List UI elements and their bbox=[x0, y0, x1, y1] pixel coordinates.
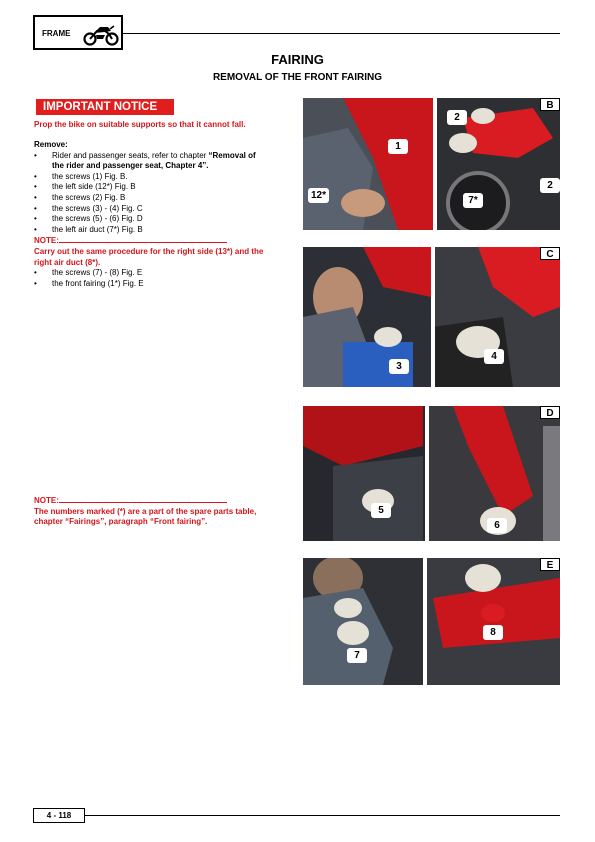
photo-divider bbox=[433, 98, 437, 230]
note-label: NOTE: bbox=[34, 495, 296, 507]
list-item: • the front fairing (1*) Fig. E bbox=[34, 278, 144, 288]
photo-divider bbox=[425, 406, 429, 541]
callout-label: 8 bbox=[483, 625, 503, 640]
figure-letter: B bbox=[540, 98, 560, 111]
figure-letter: D bbox=[540, 406, 560, 419]
note-text: Carry out the same procedure for the right side (13*) and the right air duct (8*). bbox=[34, 246, 264, 267]
figure-d-photo bbox=[303, 406, 560, 541]
list-item: • the screws (1) Fig. B. bbox=[34, 171, 128, 181]
figure-e-photo bbox=[303, 558, 560, 685]
figure-b-photo bbox=[303, 98, 560, 230]
list-item: • the left air duct (7*) Fig. B bbox=[34, 224, 143, 234]
figure-b-image bbox=[303, 98, 560, 230]
section-tab bbox=[33, 15, 123, 50]
figure-letter: C bbox=[540, 247, 560, 260]
page-title: FAIRING bbox=[271, 52, 324, 67]
list-item: • the screws (2) Fig. B bbox=[34, 192, 126, 202]
callout-label: 3 bbox=[389, 359, 409, 374]
note-label: NOTE: bbox=[34, 235, 296, 247]
callout-label: 4 bbox=[484, 349, 504, 364]
callout-label: 6 bbox=[487, 518, 507, 533]
footer-rule bbox=[85, 815, 560, 816]
callout-label: 1 bbox=[388, 139, 408, 154]
callout-label: 5 bbox=[371, 503, 391, 518]
list-item: • the left side (12*) Fig. B bbox=[34, 182, 136, 192]
notice-text: Prop the bike on suitable supports so that it cannot fall. bbox=[34, 120, 246, 129]
figure-c-photo bbox=[303, 247, 560, 387]
note-text: The numbers marked (*) are a part of the spare parts table, chapter “Fairings”, paragraph “Front fairing”. bbox=[34, 506, 257, 527]
page-subtitle: REMOVAL OF THE FRONT FAIRING bbox=[212, 72, 383, 83]
list-item: • the screws (5) - (6) Fig. D bbox=[34, 214, 143, 224]
photo-divider bbox=[423, 558, 427, 685]
callout-label: 2 bbox=[540, 178, 560, 193]
figure-letter: E bbox=[540, 558, 560, 571]
page-number: 4 - 118 bbox=[33, 808, 85, 823]
remove-heading: Remove: bbox=[34, 140, 68, 149]
photo-divider bbox=[431, 247, 435, 387]
remove-list bbox=[34, 140, 296, 289]
important-notice-banner: IMPORTANT NOTICE bbox=[36, 99, 174, 115]
callout-label: 12* bbox=[308, 188, 329, 203]
header-rule bbox=[123, 33, 560, 34]
note2 bbox=[34, 495, 296, 528]
figure-e-image bbox=[303, 558, 560, 685]
section-label: FRAME bbox=[42, 29, 71, 38]
list-item: • the screws (3) - (4) Fig. C bbox=[34, 203, 143, 213]
figure-d-image bbox=[303, 406, 560, 541]
callout-label: 2 bbox=[447, 110, 467, 125]
list-item: • the screws (7) - (8) Fig. E bbox=[34, 268, 143, 278]
callout-label: 7 bbox=[347, 648, 367, 663]
callout-label: 7* bbox=[463, 193, 483, 208]
list-item: • Rider and passenger seats, refer to chapter “Removal of the rider and passenger seat, Chapter 4”. bbox=[34, 150, 256, 171]
motorcycle-icon bbox=[83, 22, 119, 46]
